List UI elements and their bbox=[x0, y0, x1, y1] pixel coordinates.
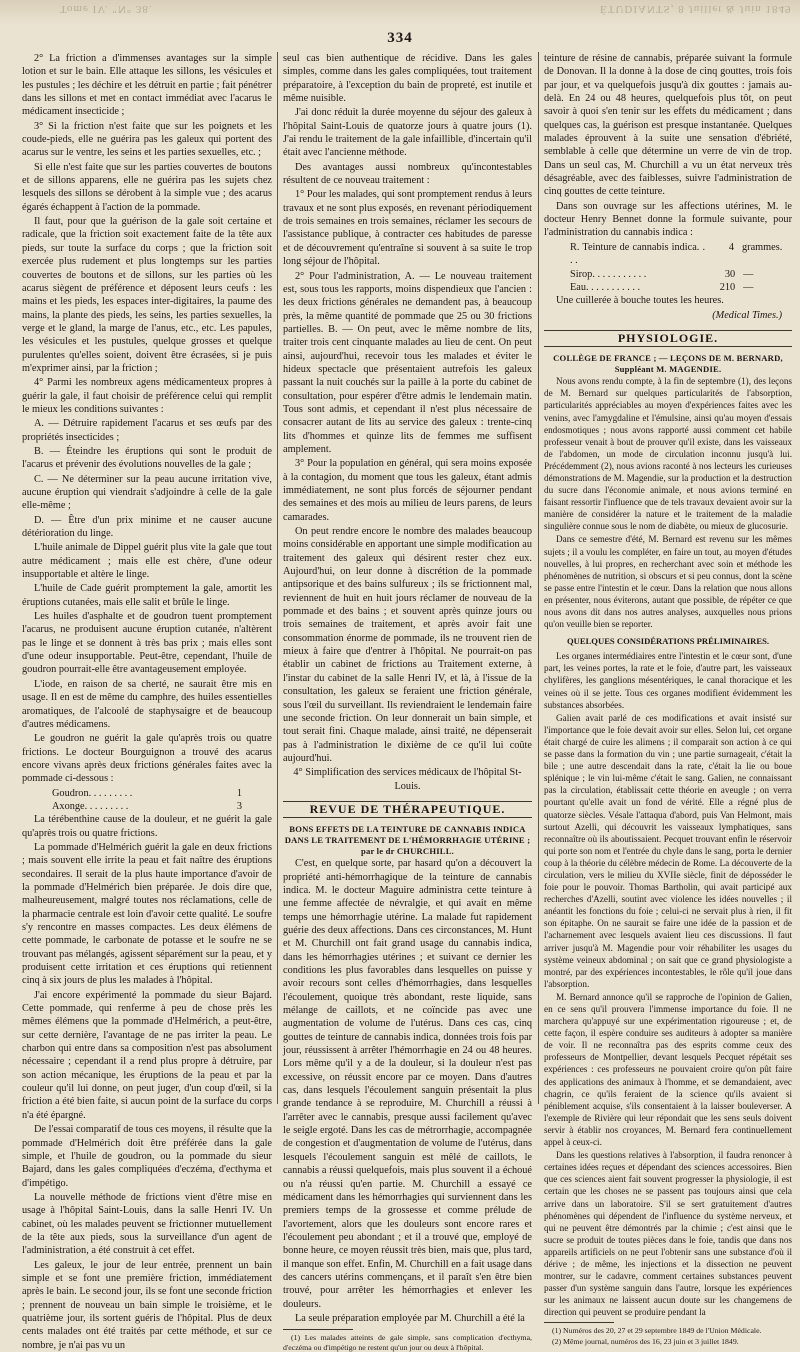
paragraph: J'ai donc réduit la durée moyenne du séjour des galeux à l'hôpital Saint-Louis de quatorze jours à quatre jours (1). J'ai rendu le traitement de la gale infaillible, d'incertain qu'il était avec l'ancienne méthode. bbox=[283, 107, 532, 159]
bleed-text-right: ÉTUDIANTS, 8 Juillet & Juin 1849 bbox=[600, 3, 792, 15]
paragraph: Les huiles d'asphalte et de goudron tuent promptement l'acarus, ne produisent aucune éruption cutanée, n'altèrent pas le linge et se donnent à très bas prix ; mais elles sont d'une odeur insupportable. Peut-être, cependant, l'huile de goudron pourrait-elle être avantageusement employée. bbox=[22, 611, 272, 676]
recipe-quantity: 1 bbox=[236, 787, 242, 799]
paragraph: B. — Éteindre les éruptions qui sont le produit de l'acarus et prévenir des évolutions nouvelles de la gale ; bbox=[22, 445, 272, 471]
paragraph: Dans ce semestre d'été, M. Bernard est revenu sur les mêmes sujets ; il a voulu les compléter, en faire un tout, au moyen d'études nouvelles, à lui propres, en recherchant avec soin et méthode les phénomènes de nutrition, si obscurs et si peu connus, dont la scène se passe entre l'intestin et le cœur. Dans la relation que nous allons en présenter, nous éviterons, autant que possible, de répéter ce que nous avons dit dans nos autres analyses, auxquelles nous prions qu'on veuille bien se reporter. bbox=[544, 534, 792, 630]
paragraph: La nouvelle méthode de frictions vient d'être mise en usage à l'hôpital Saint-Louis, dans la salle Henri IV. Un cabinet, où les malades peuvent se frictionner mutuellement de la tête aux pieds, sous la surveillance d'un agent de l'administration, a été construit à cet effet. bbox=[22, 1191, 272, 1257]
subsection-heading: QUELQUES CONSIDÉRATIONS PRÉLIMINAIRES. bbox=[566, 636, 770, 647]
source-signature: (Medical Times.) bbox=[712, 309, 782, 321]
section-title-physiologie: PHYSIOLOGIE. bbox=[544, 330, 792, 347]
recipe-quantity: 210 bbox=[719, 281, 736, 293]
paragraph: J'ai encore expérimenté la pommade du sieur Bajard. Cette pommade, qui renferme à peu de chose près les mêmes élémens que la pommade d'Helmérich, a peut-être, sur cette dernière, l'avantage de ne pas irriter la peau. Le charbon qui entre dans sa composition n'est pas absolument nécessaire ; cependant il a rend plus propre à détruire, par son action mécanique, les éruptions de la peau et par la couleur qu'il lui donne, on peut juger, d'un coup d'œil, si la friction a été bien faite, si aucun point de la surface du corps n'a été épargné. bbox=[22, 989, 272, 1121]
paragraph: Si elle n'est faite que sur les parties couvertes de boutons et de sillons apparens, elle ne guérira pas les sujets chez lesquels des sillons se dérobent à la simple vue ; des acarus égarés échappent à l'action de la pommade. bbox=[22, 161, 272, 213]
recipe-ingredient: Axonge. . . . . . . . . bbox=[52, 800, 129, 812]
paragraph: Dans les questions relatives à l'absorption, il faudra renoncer à certaines idées reçues et dépendant des sciences accessoires. Bien que ces sciences aient fait souvent progresser la physiologie, il est certain que les choses ne se passent pas toujours ainsi que cela arrive dans un laboratoire. S'il se sert gratuitement d'autres phénomènes qui dépendent de l'influence du système nerveux, et qui ne peuvent être démontrés par la chimie ; c'est ainsi que le sucre se produit de toutes pièces dans le foie, tandis que dans nos appareils artificiels on ne peut l'obtenir sans une substance d'où il dérive ; de même, les injections et la dissection ne peuvent montrer, sur le cadavre, comment certaines substances peuvent passer d'un système sanguin dans l'autre, lorsque les expériences sur les animaux ne laissent aucun doute sur les changemens de direction qui peuvent se produire pendant la bbox=[544, 1150, 792, 1318]
column-divider bbox=[277, 52, 278, 1104]
recipe-ingredient: Sirop. . . . . . . . . . . bbox=[570, 268, 647, 280]
paragraph: seul cas bien authentique de récidive. Dans les gales simples, comme dans les gales compliquées, tout traitement préparatoire, à l'exception du bain de propreté, est inutile et même nuisible. bbox=[283, 53, 532, 105]
paragraph: La térébenthine cause de la douleur, et ne guérit la gale qu'après trois ou quatre frictions. bbox=[22, 814, 272, 839]
recipe-unit: — bbox=[743, 281, 754, 293]
paragraph: C'est, en quelque sorte, par hasard qu'on a découvert la propriété anti-hémorrhagique de la teinture de cannabis indica. M. le docteur Maguire administra cette teinture à une femme affectée de névralgie, et qui avait en même temps une hémorrhagie utérine. La malade fut rapidement guérie des deux affections. Dans ces circonstances, M. Hunt et M. Churchill ont fait grand usage du cannabis indica, dans les hémorrhagies utérines ; et suivant ce dernier les conditions les plus favorables dans lesquelles on puisse y avoir recours sont celles d'hémorrhagies, dans lesquelles l'écoulement, quoique très abondant, reste liquide, sans mélange de caillots, et ne coïncide pas avec une augmentation de volume de l'utérus. Dans ces cas, cinq gouttes de teinture de cannabis indica, données trois fois par jour, réussissent à arrêter l'hémorrhagie en 24 ou 48 heures. Lors même qu'il y a de la douleur, si la douleur n'est pas excessive, on réussit encore par ce moyen. Dans d'autres cas, dans lesquels l'écoulement sanguin présentait la plus grande tendance à se reproduire, M. Churchill a réussi à l'arrêter avec le cannabis, presque aussi facilement qu'avec le seigle ergoté. Dans les cas de métrorrhagie, accompagnée de congestion et d'augmentation de volume de l'utérus, dans lesquels l'écoulement sanguin est mêlé de caillots, le cannabis a réussi quelquefois, mais plus souvent il a échoué ou n'a réussi qu'en partie. M. Churchill a essayé ce médicament dans les hémorrhagies qui surviennent dans les premiers temps de la grossesse et comme prélude de l'avortement, alors que les douleurs sont encore rares et l'écoulement peu abondant ; et il a trouvé que, employé de bonne heure, ce moyen réussit très bien, mais que, plus tard, il manque son effet. Enfin, M. Churchill en a fait usage dans des cancers utérins commençans, et il paraît s'en être bien trouvé, pour arrêter les hémorrhagies et enlever les douleurs. bbox=[283, 858, 532, 1310]
column-1 bbox=[22, 52, 272, 1351]
column-2 bbox=[283, 52, 532, 1352]
footnote-rule bbox=[283, 1329, 353, 1330]
paragraph: 4° Parmi les nombreux agens médicamenteux propres à guérir la gale, il faut choisir de préférence celui qui remplit le mieux les conditions suivantes : bbox=[22, 377, 272, 415]
recipe-line bbox=[22, 800, 272, 813]
paragraph: Une cuillerée à bouche toutes les heures. bbox=[556, 295, 724, 307]
recipe-quantity: 3 bbox=[236, 800, 242, 812]
bleed-through-strip bbox=[0, 0, 800, 26]
paragraph: La seule préparation employée par M. Churchill a été la bbox=[295, 1312, 525, 1324]
paragraph: La pommade d'Helmérich guérit la gale en deux frictions ; mais souvent elle irrite la peau et fait naître des éruptions secondaires. Il serait de la plus haute importance d'avoir de la pommade d'Helmérich bien préparée. Je dois dire que, malheureusement, malgré toutes nos réclamations, celle de la pharmacie centrale est loin d'avoir cette qualité. Le soufre s'y rencontre en masses compactes. Les deux élémens de cette pommade, le carbonate de potasse et le soufre ne se trouvant pas mélangés, agissent séparément sur la peau, et y produisent cette irritation et ces éruptions qui retiennent cinq à six jours de plus les malades à l'hôpital. bbox=[22, 841, 272, 987]
paragraph: C. — Ne déterminer sur la peau aucune irritation vive, aucune éruption qui viendrait s'adjoindre à celle de la gale elle-même ; bbox=[22, 473, 272, 512]
bleed-text-left: Tome IV. "N° 38. bbox=[60, 3, 153, 15]
footnote: (1) Les malades atteints de gale simple, sans complication d'ecthyma, d'eczéma ou d'impétigo ne restent qu'un jour ou deux à l'hôpital. bbox=[283, 1333, 532, 1352]
paragraph: Des avantages aussi nombreux qu'incontestables résultent de ce nouveau traitement : bbox=[283, 161, 532, 187]
paragraph: Les galeux, le jour de leur entrée, prennent un bain simple et se font une première friction, immédiatement après le bain. Le second jour, ils se font une seconde friction ; prennent de nouveau un bain simple le troisième, et le quatrième jour, ils sortent guéris de l'hôpital. Plus de deux cents malades ont été traités par cette méthode, et sur ce nombre, je n'ai pas vu un bbox=[22, 1259, 272, 1351]
paragraph: Le goudron ne guérit la gale qu'après trois ou quatre frictions. Le docteur Bourguignon a trouvé des acarus encore vivans après deux frictions générales faites avec la pommade ci-dessous : bbox=[22, 733, 272, 785]
section-title-therapeutique: REVUE DE THÉRAPEUTIQUE. bbox=[283, 801, 532, 818]
paragraph: 1° Pour les malades, qui sont promptement rendus à leurs travaux et ne sont plus exposés, en revenant périodiquement de trois semaines en trois semaines, réclamer les secours de l'assistance publique, à contracter ces habitudes de paresse et de découvrement qu'entraîne si souvent à sa suite le trop long séjour de l'hôpital. bbox=[283, 189, 532, 268]
footnote-rule bbox=[544, 1322, 614, 1323]
recipe-line bbox=[22, 787, 272, 800]
footnote: (1) Numéros des 20, 27 et 29 septembre 1849 de l'Union Médicale. bbox=[552, 1326, 762, 1336]
recipe-ingredient: Goudron. . . . . . . . . bbox=[52, 787, 133, 799]
paragraph: Il faut, pour que la guérison de la gale soit certaine et radicale, que la friction soit exactement faite de la tête aux pieds, sur toute la surface du corps ; que la friction soit exercée plus rudement et plus longtemps sur les parties couvertes de boutons et de sillons, sur les parties où les acarus siègent de préférence et déposent leurs ceufs : les mains et les pieds, les espaces inter-digitaires, la paume des mains, la plante des pieds, les seins, les parties sexuelles, la verge et le gland, la marge de l'anus, etc., etc. Les papules, les vésicules et les pustules, quelque grosses et quelque purulentes qu'elles soient, doivent être écrasées, si je puis m'exprimer ainsi, par la friction ; bbox=[22, 216, 272, 374]
paragraph: 3° Si la friction n'est faite que sur les poignets et les coude-pieds, elle ne guérira pas les galeux qui portent des acarus sur le ventre, les seins et les parties sexuelles, etc. ; bbox=[22, 120, 272, 159]
recipe-ingredient: R. Teinture de cannabis indica. . . . bbox=[570, 241, 706, 267]
paragraph: L'huile animale de Dippel guérit plus vite la gale que tout autre médicament ; mais elle est chère, d'une odeur insupportable et altère le linge. bbox=[22, 542, 272, 581]
recipe-line bbox=[544, 268, 792, 281]
recipe-quantity: 30 bbox=[724, 268, 736, 280]
recipe-quantity: 4 bbox=[728, 241, 734, 253]
paragraph: L'huile de Cade guérit promptement la gale, amortit les éruptions cutanées, mais elle salit et brûle le linge. bbox=[22, 583, 272, 608]
article-heading: COLLÈGE DE FRANCE ; — LEÇONS DE M. BERNARD, Suppléant M. MAGENDIE. bbox=[553, 353, 783, 375]
paragraph: A. — Détruire rapidement l'acarus et ses œufs par des propriétés insecticides ; bbox=[22, 418, 272, 443]
paragraph: Dans son ouvrage sur les affections utérines, M. le docteur Henry Bennet donne la formule suivante, pour l'administration du cannabis indica : bbox=[544, 200, 792, 239]
footnote: (2) Même journal, numéros des 16, 23 juin et 3 juillet 1849. bbox=[552, 1336, 739, 1346]
paragraph: L'iode, en raison de sa cherté, ne saurait être mis en usage. Il en est de même du camphre, des huiles essentielles aromatiques, de l'alcoolé de staphysaigre et de beaucoup d'autres médicamens. bbox=[22, 678, 272, 730]
recipe-ingredient: Eau. . . . . . . . . . . bbox=[570, 281, 641, 293]
paragraph: D. — Être d'un prix minime et ne causer aucune détérioration du linge. bbox=[22, 514, 272, 540]
column-3 bbox=[544, 52, 792, 1346]
paragraph: Galien avait parlé de ces modifications et avait insisté sur l'importance que le foie devait avoir sur elles. Selon lui, cet organe était chargé de cuire les alimens ; il comparait son action à ce qui se passe dans la formation du vin ; une partie surnageait, c'était la bile ; une autre descendait dans la rate, c'était la lie ou boue splénique ; le vin lui-même c'était le sang. Galien, ne connaissant pas la circulation, établissait cette théorie en aveugle ; on verra pourtant qu'elle avait un fond de vérité. Elle a régné plus de quatorze siècles. Vésale l'attaqua d'abord, puis Van Helmont, mais surtout Azelli, qui découvrit les vaisseaux lymphatiques, sans reconnaître où ils aboutissaient. Pecquet trouvant enfin le réservoir qui porte son nom et l'entrée du chyle dans le sang, porta le dernier coup à la théorie du célèbre médecin de Rome. La découverte de la circulation, vers le milieu du XVIIe siècle, finit de déposséder le foie pour le pouvoir. Thomas Bartholin, qui avait participé aux recherches d'Azelli, soutint avec violence les idées nouvelles ; il anéantit les fonctions du foie ; celui-ci ne servait plus à rien, il fit son épitaphe. On ne saurait se faire une idée de la passion et de l'acharnement avec lesquels avaient lieu ces discussions. Il faut arriver jusqu'à M. Magendie pour voir réhabiliter les usages du système veineux abdominal ; on sait que ce grand physiologiste a montré, par des expériences incontestables, le rôle qu'il joue dans l'absorption. bbox=[544, 712, 792, 989]
paragraph: teinture de résine de cannabis, préparée suivant la formule de Donovan. Il la donne à la dose de cinq gouttes, trois fois par jour, et va quelquefois jusqu'à dix gouttes : jamais au-delà. En 24 ou 48 heures, quelquefois plus tôt, on peut savoir à quoi s'en tenir sur les effets du médicament ; dans quelques cas, la guérison est presque instantanée. Quelques malades éprouvent à la suite une sensation d'ébriété, semblable à celle que détermine un verre de vin de trop. Dans un seul cas, M. Churchill a vu un état nerveux très désagréable, avec des faiblesses, suivre l'administration de cinq gouttes de cette teinture. bbox=[544, 53, 792, 198]
paragraph: 2° La friction a d'immenses avantages sur la simple lotion et sur le bain. Elle attaque les sillons, les vésicules et les pustules ; les déchire et les détruit en partie ; fait pénétrer dans les sillons et met en contact immédiat avec l'acarus le médicament insecticide ; bbox=[22, 53, 272, 118]
recipe-unit: — bbox=[743, 268, 754, 280]
column-divider bbox=[538, 52, 539, 1104]
paragraph: 3° Pour la population en général, qui sera moins exposée à la contagion, du moment que tous les galeux, étant admis immédiatement, ne sont plus forcés de séjourner pendant des semaines et des mois au milieu de leurs parens, de leurs camarades. bbox=[283, 458, 532, 523]
recipe-line bbox=[544, 281, 792, 294]
recipe-line bbox=[544, 241, 792, 268]
paragraph: M. Bernard annonce qu'il se rapproche de l'opinion de Galien, en ce sens qu'il prouvera l'immense importance du foie. Il ne marchera qu'appuyé sur une expérimentation rigoureuse ; et, de cette façon, il espère conduire ses auditeurs à adopter sa manière de voir. Il ne reconnaîtra pas des esprits comme ceux des professeurs de Montpellier, devant lesquels Pecquet répétait ses expériences : ces professeurs ne pouvaient croire qu'on pût faire des applications des animaux à l'homme, et se demandaient, avec chagrin, ce qu'ils feraient de la science qu'ils avaient si péniblement acquise, s'ils consentaient à la laisser bouleverser. A l'exemple de Rivière qui leur répondait que les sens seuls doivent servir à établir nos croyances, M. Bernard fera continuellement appel à ceux-ci. bbox=[544, 991, 792, 1148]
page-number: 334 bbox=[387, 30, 413, 46]
paragraph: Les organes intermédiaires entre l'intestin et le cœur sont, d'une part, les veines portes, la rate et le foie, d'autre part, les vaisseaux chylifères, les ganglions mésentériques, le canal thoracique et les veines où il se jette. Tous ces organes modifient évidemment les substances absorbées. bbox=[544, 651, 792, 710]
recipe-unit: grammes. bbox=[742, 241, 783, 253]
physiologie-article bbox=[544, 353, 792, 1346]
paragraph: On peut rendre encore le nombre des malades beaucoup moins considérable en apportant une simple modification au traitement des galeux qui désirent rester chez eux. Aujourd'hui, on leur donne à discrétion de la pommade antipsorique et des bains sulfureux ; ils se frictionnent mal, reviennent de huit en huit jours réclamer de nouveau de la pommade et des bains ; et souvent après quinze jours ou trois semaines de traitement, et après avoir fait une consommation énorme de pommade, ils ne trouvent rien de mieux à faire que d'entrer à l'hôpital. Ne pourrait-on pas établir un cabinet de frictions au Traitement externe, à l'instar du cabinet de la salle Henri IV, et là, à l'issue de la consultation, les galeux se feraient une friction générale, sous l'œil du surveillant. Ils reviendraient le lendemain faire une seconde friction. On leur donnerait un bain simple, et tout serait fini. Chaque malade, ainsi traité, ne dépenserait pas à l'administration le dixième de ce qu'il lui coûte aujourd'hui. bbox=[283, 526, 532, 764]
paragraph: Nous avons rendu compte, à la fin de septembre (1), des leçons de M. Bernard sur quelques particularités de l'absorption, particularités appréciables au moyen d'expériences faites avec les venins, avec l'amygdaline et l'émulsine, ainsi qu'au moyen d'essais endosmotiques ; nous avons rapporté aussi comment cet habile professeur venait à bout de prouver qu'il existe, dans les vaisseaux de l'abdomen, un mode de circulation inconnu jusqu'à lui. Précédemment (2), nous avions raconté à nos lecteurs les curieuses démonstrations de M. Magendie, sur la production et la destruction du sucre dans l'économie animale, et nous avions terminé en faisant ressortir l'influence que de tels travaux devaient avoir sur la manière de considérer la nature et le traitement de la maladie singulière connue sous le nom de diabète, ou mieux de glucosurie. bbox=[544, 376, 792, 532]
paragraph: De l'essai comparatif de tous ces moyens, il résulte que la pommade d'Helmérich doit être préférée dans la gale simple, et l'huile de goudron, ou la pommade du sieur Bajard, dans les gales compliquées d'eczéma, d'ecthyma et d'impétigo. bbox=[22, 1124, 272, 1189]
paragraph: 4° Simplification des services médicaux de l'hôpital St-Louis. bbox=[293, 767, 522, 792]
paragraph: 2° Pour l'administration, A. — Le nouveau traitement est, sous tous les rapports, moins dispendieux que l'ancien : les deux frictions générales ne demandent pas, à beaucoup près, la même quantité de pommade que 25 ou 30 frictions partielles. B. — On peut, avec le même nombre de lits, traiter trois cent cinquante malades au lieu de cent. On peut ainsi, aujourd'hui, recevoir tous les malades et éviter le hideux spectacle que présentaient autrefois les galeux passant la nuit couchés sur la paille à la porte du cabinet de consultation, pour espérer d'être admis le lendemain matin. Tous sont admis, et cependant il n'est plus nécessaire de consacrer autant de lits au service des galeux : trente-cinq lits d'hommes et quinze lits de femmes me suffisent amplement. bbox=[283, 270, 532, 455]
article-heading: BONS EFFETS DE LA TEINTURE DE CANNABIS INDICA DANS LE TRAITEMENT DE L'HÉMORRHAGIE UTÉRINE ; par le dr CHURCHILL. bbox=[284, 824, 531, 857]
